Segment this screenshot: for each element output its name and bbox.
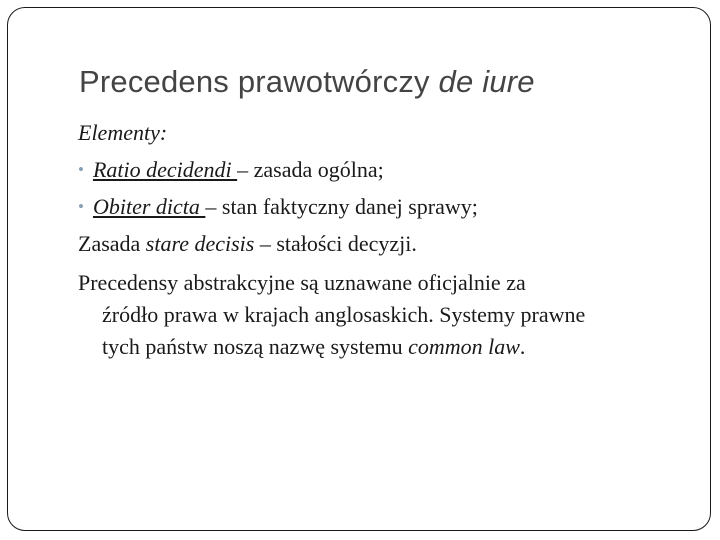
- bullet-obiter-dicta: [78, 193, 688, 230]
- principle-line: [78, 230, 688, 267]
- bullet-text: – stan faktyczny danej sprawy;: [205, 194, 478, 219]
- bullet-ratio-decidendi: [78, 156, 688, 193]
- bullet-term: Obiter dicta: [92, 194, 206, 219]
- common-law-term: common law: [408, 334, 520, 359]
- bullet-icon: •: [78, 197, 84, 216]
- paragraph-line-3: tych państw noszą nazwę systemu common law.: [102, 334, 526, 359]
- principle-term: stare decisis: [145, 231, 255, 256]
- precedent-paragraph: [78, 267, 688, 363]
- title-italic: de iure: [438, 64, 535, 99]
- paragraph-line-1: Precedensy abstrakcyjne są uznawane oficjalnie za: [78, 270, 526, 295]
- principle-lead: Zasada: [78, 231, 146, 256]
- title-main: Precedens prawotwórczy: [79, 64, 439, 99]
- bullet-term: Ratio decidendi: [92, 157, 238, 182]
- paragraph-line-2: źródło prawa w krajach anglosaskich. Systemy prawne: [102, 302, 586, 327]
- principle-rest: – stałości decyzji.: [254, 231, 417, 256]
- slide-title: [79, 64, 535, 100]
- slide-body: [78, 119, 688, 363]
- bullet-icon: •: [78, 160, 84, 179]
- elements-heading: Elementy:: [78, 120, 168, 145]
- bullet-text: – zasada ogólna;: [237, 157, 384, 182]
